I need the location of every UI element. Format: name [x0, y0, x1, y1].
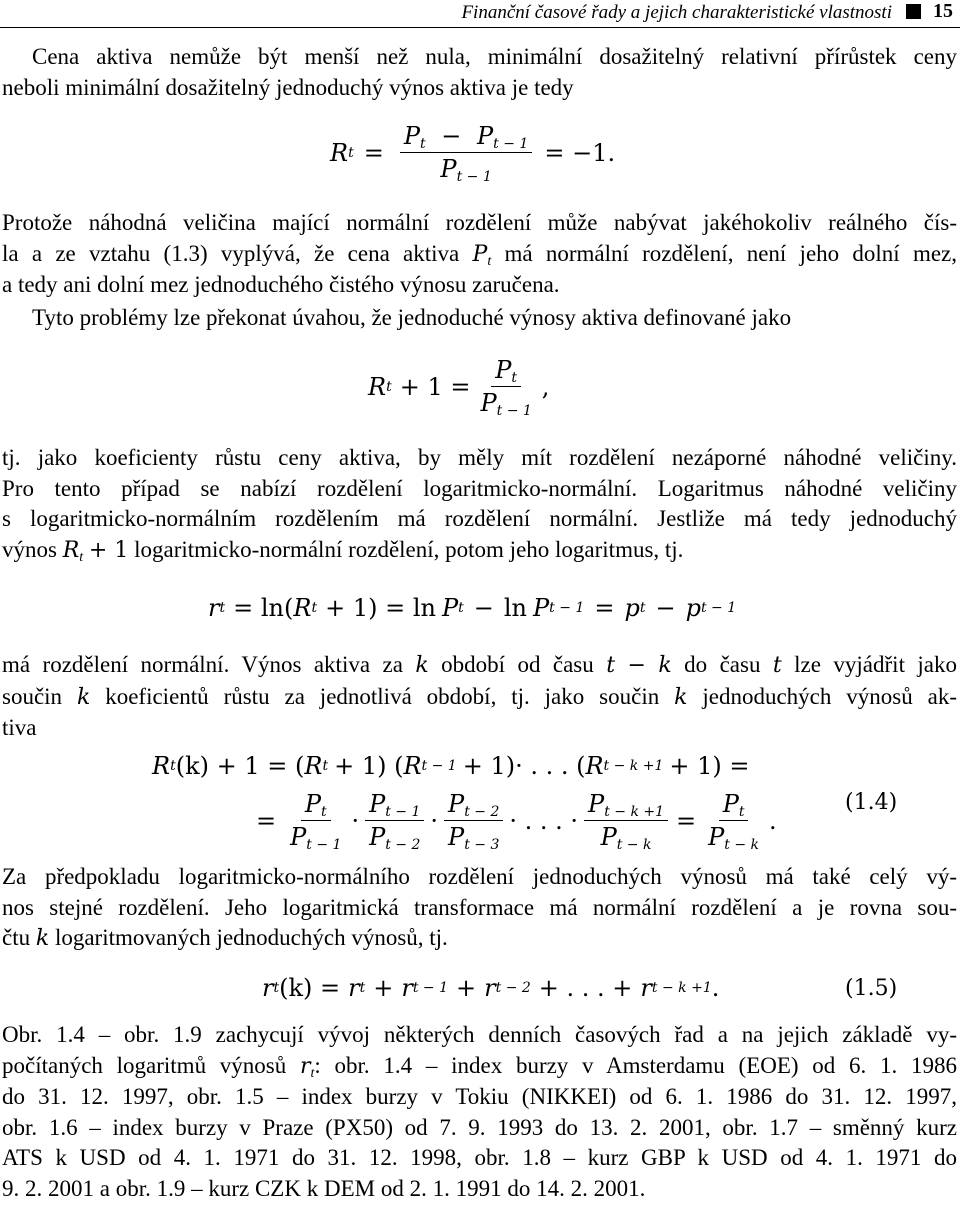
p7-line-4: obr. 1.6 – index burzy v Praze (PX50) od 7. 9. 1993 do 13. 2. 2001, obr. 1.7 – směnný kurz	[2, 1114, 957, 1140]
eq-operator: =	[256, 806, 277, 835]
eq-operator: +	[456, 974, 477, 1002]
p7-line-5: ATS k USD od 4. 1. 1971 do 31. 12. 1998, obr. 1.8 – kurz GBP k USD od 4. 1. 1971 do	[2, 1145, 957, 1171]
eq-subscript: t	[321, 804, 327, 820]
math-subscript: t	[487, 253, 492, 269]
p3-line-1: Tyto problémy lze překonat úvahou, že jednoduché výnosy aktiva definované jako	[32, 305, 792, 330]
eq-denominator	[597, 821, 656, 851]
eq-subscript: t − 2	[385, 837, 421, 853]
eq-fraction	[286, 790, 345, 851]
math-subscript: t	[79, 549, 84, 565]
p4-line-1: tj. jako koeficienty růstu ceny aktiva, by měly mít rozdělení nezáporné náhodné veličiny.	[2, 445, 957, 470]
eq-fraction	[704, 790, 763, 851]
eq-symbol: P	[403, 122, 420, 150]
eq-symbol: P	[708, 823, 725, 851]
eq-symbol: P	[448, 823, 465, 851]
p7-line-1: Obr. 1.4 – obr. 1.9 zachycují vývoj některých denních časových řad a na jejich základě vy-	[2, 1022, 957, 1047]
math-symbol: k	[35, 926, 50, 952]
eq-comma: ,	[541, 372, 550, 401]
text-run: jednoduchých výnosů ak-	[702, 683, 958, 709]
eq-numerator	[491, 356, 521, 387]
eq-denominator	[436, 153, 495, 183]
eq-subscript: t	[511, 370, 518, 386]
text-run: období od času	[441, 652, 594, 677]
eq-period: .	[769, 806, 777, 835]
eq-symbol: r	[208, 594, 220, 622]
eq-symbol: P	[304, 790, 322, 818]
paragraph-3	[2, 303, 957, 334]
text-run: la a ze vztahu (1.3) vyplývá, že cena aktiva	[2, 240, 460, 266]
eq-operator: ·	[351, 806, 360, 835]
header-rule	[0, 27, 960, 28]
eq-operator: ln	[503, 594, 527, 622]
p2-line-2	[2, 239, 957, 271]
eq-operator: = ln(	[233, 594, 294, 622]
eq-symbol: P	[600, 823, 617, 851]
eq-subscript: t − 1	[493, 136, 529, 152]
eq-symbol: P	[369, 790, 386, 818]
eq-symbol: P	[722, 790, 739, 818]
eq-numerator	[584, 790, 668, 821]
paragraph-7	[2, 1020, 957, 1205]
eq-symbol: P	[533, 594, 550, 622]
eq-denominator	[444, 821, 503, 851]
eq-operator: (k) + 1 = (	[175, 752, 305, 780]
eq-fraction	[444, 790, 503, 851]
eq-subscript: t − k	[616, 837, 652, 853]
eq-subscript: t − 1	[456, 169, 492, 185]
eq-symbol: R	[330, 138, 349, 167]
text-run: výnos	[2, 536, 57, 562]
running-header	[0, 0, 960, 30]
p1-line-2: neboli minimální dosažitelný jednoduchý výnos aktiva je tedy	[2, 74, 574, 100]
math-symbol: k	[415, 653, 429, 678]
text-run: má normální rozdělení, není jeho dolní mez,	[504, 240, 958, 266]
eq-subscript: t − k +1	[604, 804, 665, 820]
text-run: má rozdělení normální. Výnos aktiva za	[2, 652, 403, 677]
eq-symbol: P	[480, 389, 497, 417]
equation-1-4-row-2	[256, 790, 777, 851]
eq-subscript: t	[419, 136, 426, 152]
eq-symbol: r	[640, 974, 652, 1002]
eq-subscript: t − 1	[496, 403, 532, 419]
eq-numerator	[400, 122, 533, 153]
eq-rhs: = −1.	[544, 138, 616, 167]
page-number: 15	[933, 0, 953, 22]
eq-symbol: P	[440, 155, 457, 183]
equation-log-return: r t = ln( R t + 1) = ln P t − ln P t − 1 = p t − p t − 1	[208, 594, 737, 622]
eq-operator: +	[373, 974, 394, 1002]
p6-line-3	[2, 923, 957, 955]
eq-symbol: R	[304, 752, 323, 780]
eq-fraction	[365, 790, 424, 851]
eq-subscript: t − 1	[306, 837, 342, 853]
math-symbol: t	[772, 653, 782, 678]
p5-line-1	[2, 650, 957, 682]
text-run: logaritmovaných jednoduchých výnosů, tj.	[54, 925, 448, 951]
eq-symbol: r	[348, 974, 360, 1002]
math-symbol: r	[299, 1053, 311, 1079]
p6-line-1: Za předpokladu logaritmicko-normálního rozdělení jednoduchých výnosů má také celý vý-	[2, 864, 957, 889]
math-symbol: k	[76, 684, 91, 710]
eq-subscript: t − 1	[385, 804, 421, 820]
eq-numerator	[444, 790, 503, 821]
math-symbol: t	[606, 653, 616, 678]
eq-operator: + 1) =	[669, 752, 750, 780]
eq-numerator	[301, 790, 331, 821]
eq-symbol: R	[368, 372, 387, 401]
text-run: koeficientů růstu za jednotlivá období, tj. jako součin	[105, 683, 660, 709]
text-run: počítaných logaritmů výnosů	[2, 1052, 287, 1078]
eq-operator: + 1)· . . . (	[462, 752, 586, 780]
paragraph-5	[2, 650, 957, 744]
paragraph-2	[2, 208, 957, 301]
p6-line-2: nos stejné rozdělení. Jeho logaritmická transformace má normální rozdělení a je rovna sou-	[2, 894, 957, 920]
eq-symbol: p	[685, 594, 701, 622]
eq-fraction	[584, 790, 668, 851]
eq-operator: ·	[430, 806, 439, 835]
equation-number-1-4: (1.4)	[845, 790, 898, 815]
math-operator: −	[627, 653, 646, 678]
eq-fraction	[476, 356, 535, 417]
equation-min-return: R t = $\frac{P_t - P_{t - 1}}{P_{t - 1}}$ = −1.	[330, 122, 616, 185]
paragraph-1	[2, 42, 957, 103]
p2-line-1: Protože náhodná veličina mající normální rozdělení může nabývat jakéhokoliv reálného čís-	[2, 210, 957, 235]
equation-number-1-5: (1.5)	[845, 976, 898, 1001]
header-square-icon	[906, 4, 921, 19]
eq-symbol: R	[293, 594, 312, 622]
eq-operator: + . . . +	[538, 974, 633, 1002]
p4-line-3: s logaritmicko-normálním rozdělením má rozdělení normální. Jestliže má tedy jednoduchý	[2, 506, 957, 532]
eq-symbol: p	[624, 594, 640, 622]
p7-line-3: do 31. 12. 1997, obr. 1.5 – index burzy v Tokiu (NIKKEI) od 6. 1. 1986 do 31. 12. 1997,	[2, 1084, 957, 1110]
eq-fraction	[400, 122, 533, 183]
eq-period: .	[711, 974, 720, 1002]
p5-line-2	[2, 682, 957, 714]
eq-symbol: R	[585, 752, 604, 780]
text-run: čtu	[2, 925, 31, 951]
equation-1-5: r t (k) = r t + r t − 1 + r t − 2 + . . . + r t − k +1 .	[262, 974, 720, 1002]
eq-operator: =	[594, 594, 615, 622]
eq-operator: + 1) = ln	[325, 594, 436, 622]
eq-symbol: P	[477, 122, 494, 150]
p5-line-3: tiva	[2, 715, 37, 741]
eq-symbol: P	[290, 823, 307, 851]
eq-symbol: P	[495, 356, 512, 384]
eq-operator: · . . . ·	[509, 806, 579, 835]
eq-operator: −	[655, 594, 676, 622]
eq-denominator	[286, 821, 345, 851]
eq-symbol: P	[448, 790, 465, 818]
text-run: do času	[684, 652, 761, 677]
eq-symbol: P	[588, 790, 605, 818]
equation-1-4-row-1: R t (k) + 1 = ( R t + 1) ( R t − 1 + 1)· . . . ( R t − k +1 + 1) =	[152, 752, 750, 780]
p7-line-2	[2, 1051, 957, 1083]
text-run: : obr. 1.4 – index burzy v Amsterdamu (EOE) od 6. 1. 1986	[314, 1052, 957, 1078]
math-subscript: t	[310, 1065, 315, 1081]
eq-denominator	[704, 821, 763, 851]
eq-operator: −	[473, 594, 494, 622]
eq-operator: −	[441, 122, 462, 150]
paragraph-6	[2, 862, 957, 955]
math-symbol: R	[62, 537, 80, 563]
eq-symbol: r	[484, 974, 496, 1002]
eq-numerator	[365, 790, 424, 821]
eq-symbol: r	[262, 974, 274, 1002]
math-symbol: k	[674, 684, 688, 710]
eq-operator: (k) =	[279, 974, 341, 1002]
eq-symbol: P	[441, 594, 459, 622]
eq-subscript: t − k	[724, 837, 760, 853]
text-run: součin	[2, 683, 63, 709]
eq-symbol: r	[401, 974, 413, 1002]
eq-subscript: t − 3	[464, 837, 500, 853]
eq-subscript: t	[738, 804, 745, 820]
math-symbol: P	[472, 241, 488, 267]
eq-subscript: t − 2	[464, 804, 500, 820]
equation-gross-return: R t + 1 = $\frac{P_t}{P_{t - 1}}$ ,	[368, 356, 550, 419]
running-title: Finanční časové řady a jejich charakteristické vlastnosti	[461, 2, 892, 23]
eq-operator: + 1 =	[399, 372, 471, 401]
eq-denominator	[476, 387, 535, 417]
eq-numerator	[719, 790, 749, 821]
p1-line-1: Cena aktiva nemůže být menší než nula, minimální dosažitelný relativní přírůstek ceny	[32, 44, 957, 69]
eq-symbol: R	[152, 752, 171, 780]
eq-operator: + 1) (	[334, 752, 404, 780]
eq-symbol: R	[403, 752, 422, 780]
math-symbol: k	[658, 653, 672, 678]
math-operator: + 1	[88, 537, 129, 563]
text-run: logaritmicko-normální rozdělení, potom jeho logaritmus, tj.	[134, 536, 684, 562]
eq-symbol: P	[369, 823, 386, 851]
p4-line-4	[2, 535, 957, 567]
text-run: lze vyjádřit jako	[794, 652, 957, 677]
paragraph-4	[2, 443, 957, 566]
p4-line-2: Pro tento případ se nabízí rozdělení logaritmicko-normální. Logaritmus náhodné veličiny	[2, 475, 957, 501]
eq-denominator	[365, 821, 424, 851]
eq-operator: =	[676, 806, 697, 835]
eq-operator: =	[363, 138, 384, 167]
p7-line-6: 9. 2. 2001 a obr. 1.9 – kurz CZK k DEM od 2. 1. 1991 do 14. 2. 2001.	[2, 1175, 646, 1201]
p2-line-3: a tedy ani dolní mez jednoduchého čistého výnosu zaručena.	[2, 272, 560, 298]
